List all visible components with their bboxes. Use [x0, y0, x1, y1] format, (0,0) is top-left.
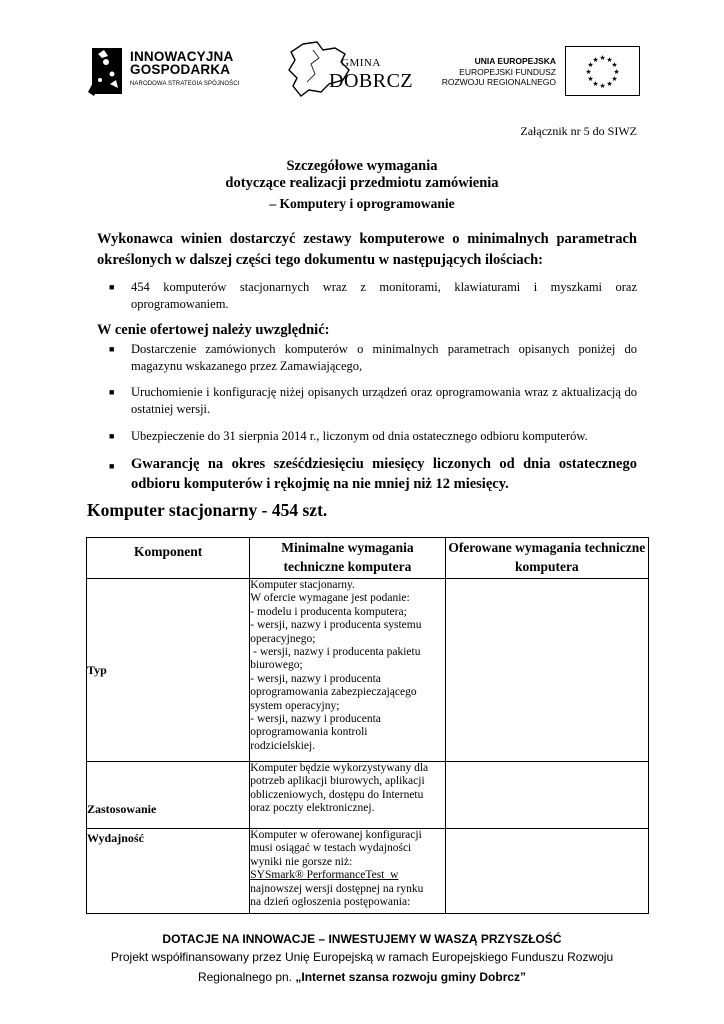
requirement-line: potrzeb aplikacji biurowych, aplikacji [250, 775, 425, 788]
offered-cell [445, 762, 648, 829]
requirement-line: W ofercie wymagane jest podanie: [250, 592, 410, 605]
gmina-line2: DOBRCZ [329, 70, 414, 92]
title-line3: – Komputery i oprogramowanie [269, 196, 455, 211]
row-component [87, 762, 250, 829]
requirement-line: oprogramowania kontroli [250, 726, 368, 739]
ue-line3: ROZWOJU REGIONALNEGO [441, 77, 556, 87]
price-heading: W cenie ofertowej należy uwzględnić: [97, 322, 330, 338]
gmina-line1: GMINA [341, 57, 381, 69]
title-line1: Szczegółowe wymagania [286, 158, 438, 174]
requirement-line: na dzień ogłoszenia postępowania: [250, 896, 411, 909]
ue-line2: EUROPEJSKI FUNDUSZ [459, 66, 556, 77]
ig-line1: INNOWACYJNA [130, 49, 234, 64]
bullet-icon: ■ [109, 344, 115, 354]
row-component [87, 829, 250, 914]
bullet-icon: ■ [109, 461, 115, 471]
ig-line2: GOSPODARKA [130, 62, 231, 77]
footer-project-name: „Internet szansa rozwoju gminy Dobrcz” [295, 970, 527, 984]
price-item-3: Ubezpieczenie do 31 sierpnia 2014 r., liczonym od dnia ostatecznego odbioru komputerów. [131, 429, 588, 443]
bullet-icon: ■ [109, 282, 115, 292]
svg-text:★: ★ [585, 68, 592, 76]
footer-line3-prefix: Regionalnego pn. [197, 970, 296, 984]
requirements-cell [250, 829, 445, 914]
requirement-line: wyniki nie gorsze niż: [250, 855, 353, 868]
innowacyjna-gospodarka-logo [84, 44, 244, 98]
requirement-line: oraz poczty elektronicznej. [250, 802, 375, 815]
requirement-line: Komputer stacjonarny. [250, 579, 355, 591]
spec-table [86, 537, 649, 914]
requirement-line: oprogramowania zabezpieczającego [250, 686, 417, 699]
price-item-1: Dostarczenie zamówionych komputerów o minimalnych parametrach opisanych poniżej do magazynu wskazanego przez Zamawiającego, [131, 342, 637, 373]
svg-text:★: ★ [613, 68, 620, 76]
table-header-row [87, 538, 649, 579]
eu-logo [440, 46, 640, 96]
requirement-line: operacyjnego; [250, 632, 316, 645]
requirement-line: obliczeniowych, dostępu do Internetu [250, 788, 424, 801]
price-item-2: Uruchomienie i konfigurację niżej opisanych urządzeń oraz oprogramowania wraz z aktualizacją do ostatniej wersji. [131, 385, 637, 416]
requirement-line: SYSmark® PerformanceTest w [250, 869, 399, 882]
svg-text:★: ★ [611, 61, 618, 69]
offered-cell [445, 579, 648, 762]
requirement-line: musi osiągać w testach wydajności [250, 842, 412, 855]
svg-text:★: ★ [587, 75, 594, 83]
table-row [87, 829, 649, 914]
requirement-line: - wersji, nazwy i producenta systemu [250, 619, 422, 632]
title-line2: dotyczące realizacji przedmiotu zamówienia [225, 175, 499, 191]
requirement-line: - wersji, nazwy i producenta [250, 672, 381, 685]
svg-text:★: ★ [599, 82, 606, 90]
svg-text:★: ★ [592, 56, 599, 64]
svg-text:★: ★ [606, 80, 613, 88]
svg-text:★: ★ [599, 54, 606, 62]
requirement-line: - wersji, nazwy i producenta [250, 713, 381, 726]
offered-cell [445, 829, 648, 914]
footer-line2: Projekt współfinansowany przez Unię Europejską w ramach Europejskiego Funduszu Rozwoju [110, 950, 614, 964]
requirement-line: najnowszej wersji dostępnej na rynku [250, 882, 424, 895]
requirement-line: - wersji, nazwy i producenta pakietu [250, 646, 421, 659]
requirement-line: rodzicielskiej. [250, 739, 316, 752]
requirement-line: Komputer w oferowanej konfiguracji [250, 829, 422, 841]
requirements-cell [250, 579, 445, 762]
ue-line1: UNIA EUROPEJSKA [474, 56, 556, 66]
innowacyjna-gospodarka-emblem-icon [84, 44, 126, 98]
eu-flag-icon [565, 46, 640, 96]
svg-text:★: ★ [606, 56, 613, 64]
component-label: Wydajność [87, 831, 144, 845]
bullet-icon: ■ [109, 431, 115, 441]
requirement-line: Komputer będzie wykorzystywany dla [250, 762, 429, 774]
requirement-line: biurowego; [250, 659, 303, 672]
footer-line3 [0, 970, 724, 984]
svg-text:★: ★ [587, 61, 594, 69]
price-item-4: Gwarancję na okres sześćdziesięciu miesięcy liczonych od dnia ostatecznego odbioru komputerów i rękojmię na nie mniej niż 12 miesięcy. [131, 456, 637, 492]
requirements-cell [250, 762, 445, 829]
annex-label: Załącznik nr 5 do SIWZ [520, 124, 637, 138]
svg-text:★: ★ [592, 80, 599, 88]
table-row [87, 762, 649, 829]
gmina-dobrcz-logo [283, 40, 413, 98]
header-min-requirements: Minimalne wymagania techniczne komputera [250, 538, 445, 579]
header-component: Komponent [87, 538, 250, 579]
quantity-item: 454 komputerów stacjonarnych wraz z monitorami, klawiaturami i myszkami oraz oprogramowaniem. [131, 280, 637, 311]
svg-text:★: ★ [611, 75, 618, 83]
section-title: Komputer stacjonarny - 454 szt. [87, 500, 328, 520]
intro-paragraph: Wykonawca winien dostarczyć zestawy komputerowe o minimalnych parametrach określonych w dalszej części tego dokumentu w następujących ilościach: [97, 231, 637, 268]
row-component [87, 579, 250, 762]
requirement-line: - modelu i producenta komputera; [250, 605, 407, 618]
component-label: Zastosowanie [87, 802, 157, 816]
ig-sub: NARODOWA STRATEGIA SPÓJNOŚCI [130, 81, 240, 87]
footer-line1: DOTACJE NA INNOWACJE – INWESTUJEMY W WASZĄ PRZYSZŁOŚĆ [162, 932, 562, 946]
bullet-icon: ■ [109, 387, 115, 397]
requirement-line: system operacyjny; [250, 699, 340, 712]
header-offered-requirements: Oferowane wymagania techniczne komputera [445, 538, 648, 579]
table-row [87, 579, 649, 762]
component-label: Typ [87, 663, 107, 677]
